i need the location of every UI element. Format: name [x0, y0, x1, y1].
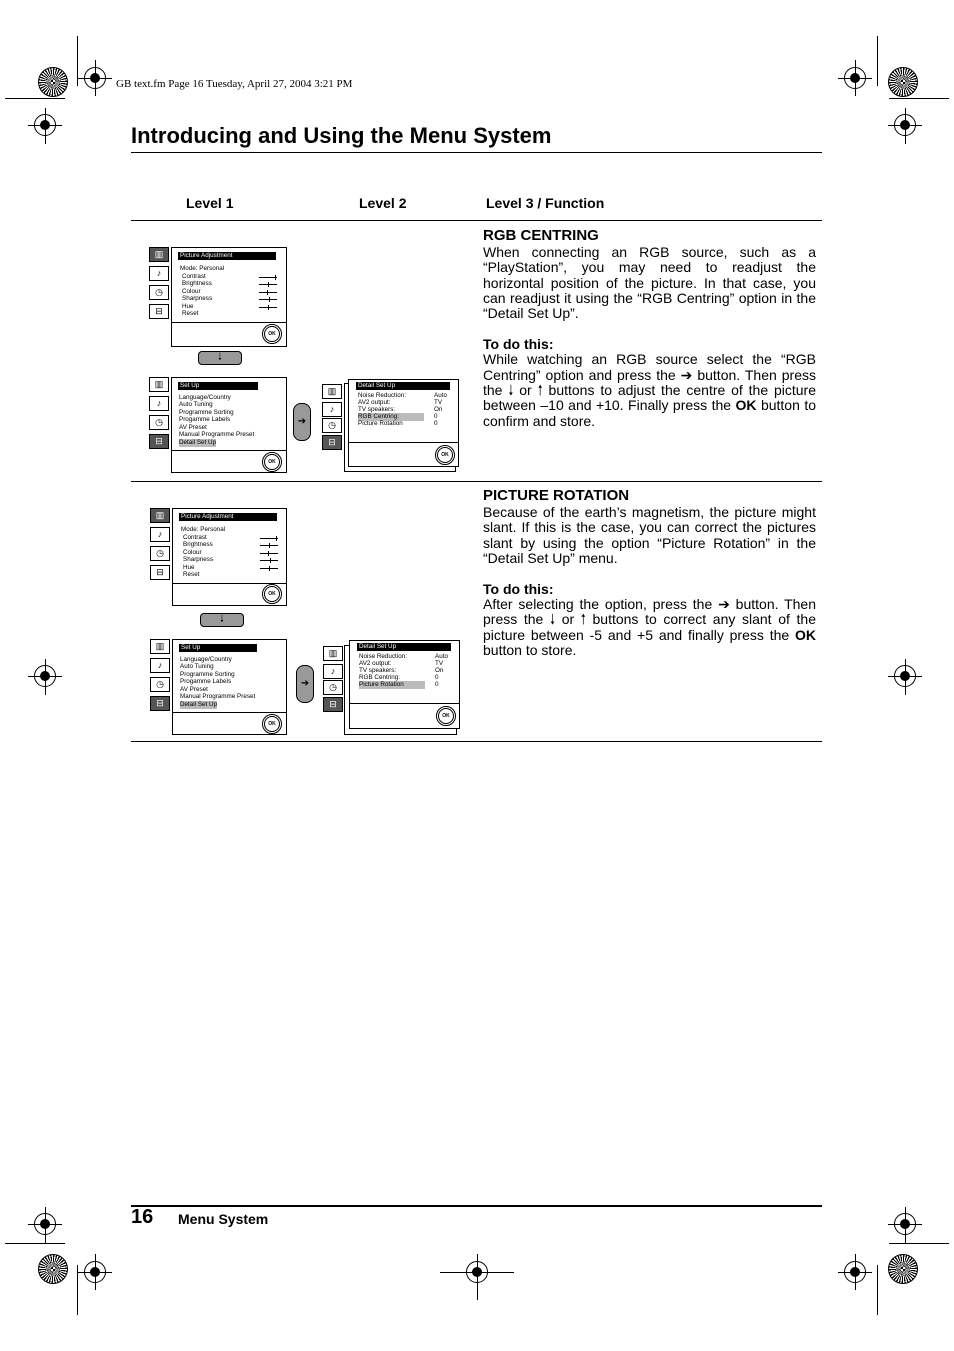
- menu-item: Sharpness: [182, 295, 213, 302]
- screen-title: Detail Set Up: [357, 643, 451, 651]
- menu-item: Hue: [183, 564, 195, 571]
- right-arrow-button: ➔: [293, 403, 311, 441]
- menu-item: Brightness: [183, 541, 213, 548]
- ok-button-icon: OK: [437, 447, 453, 463]
- menu-value: TV: [434, 399, 443, 406]
- menu-item: Progamme Labels: [179, 416, 231, 423]
- slider: [260, 545, 278, 546]
- menu-value: 0: [435, 681, 439, 688]
- timer-icon: ◷: [322, 418, 342, 433]
- column-level1: Level 1: [186, 195, 234, 211]
- down-arrow-button: 🠓: [198, 351, 242, 365]
- menu-item-selected: Detail Set Up: [180, 701, 218, 708]
- table-rule-top: [131, 220, 822, 221]
- menu-value: TV: [435, 660, 444, 667]
- menu-item: Programme Sorting: [179, 409, 234, 416]
- menu-item-selected: RGB Centring:: [358, 413, 424, 421]
- screen-title: Picture Adjustment: [179, 513, 277, 521]
- screen-footer: [349, 442, 458, 443]
- setup-screen: [172, 639, 287, 735]
- slider: [260, 568, 278, 569]
- screen-title: Set Up: [179, 644, 257, 652]
- menu-item: TV speakers:: [358, 406, 396, 413]
- menu-icons: [149, 247, 169, 321]
- menu-value: 0: [434, 413, 438, 420]
- sound-icon: ♪: [149, 266, 169, 281]
- slider: [260, 553, 278, 554]
- picture-icon: ▥: [149, 377, 169, 392]
- mode-label: Mode: Personal: [180, 265, 225, 272]
- sound-icon: ♪: [150, 658, 170, 673]
- menu-item: Programme Sorting: [180, 671, 235, 678]
- menu-value: On: [434, 406, 443, 413]
- menu-item: Noise Reduction:: [358, 392, 406, 399]
- right-arrow-icon: ➔: [680, 366, 693, 383]
- section-picture-rotation: [483, 487, 816, 658]
- section-intro: Because of the earth’s magnetism, the picture might slant. If this is the case, you can correct the pictures slant by using the option “Picture Rotation” in the “Detail Set Up” menu.: [483, 504, 816, 566]
- picture-adjustment-screen: [171, 247, 287, 347]
- section-rgb-centring: [483, 227, 816, 429]
- slider: [259, 292, 277, 293]
- footer-rule: [131, 1205, 822, 1207]
- detail-setup-screen: [349, 640, 460, 729]
- menu-icons: [322, 384, 342, 448]
- screen-footer: [350, 703, 459, 704]
- menu-item: Language/Country: [180, 656, 232, 663]
- menu-item: Auto Tuning: [179, 401, 213, 408]
- detail-setup-screen: [348, 379, 459, 467]
- menu-item: RGB Centring:: [359, 674, 400, 681]
- sound-icon: ♪: [322, 402, 342, 417]
- picture-icon: ▥: [322, 384, 342, 399]
- menu-icons: [323, 646, 343, 710]
- menu-value: 0: [434, 420, 438, 427]
- slider: [259, 277, 277, 278]
- slider: [260, 560, 278, 561]
- right-arrow-icon: ➔: [718, 596, 730, 613]
- timer-icon: ◷: [149, 285, 169, 300]
- screen-footer: [172, 322, 286, 323]
- menu-icons: [150, 639, 170, 713]
- screen-footer: [172, 450, 286, 451]
- menu-item: Noise Reduction:: [359, 653, 407, 660]
- table-rule-bottom: [131, 741, 822, 742]
- timer-icon: ◷: [149, 415, 169, 430]
- menu-item: Language/Country: [179, 394, 231, 401]
- right-arrow-button: ➔: [296, 665, 314, 703]
- todo-text: While watching an RGB source select the “RGB Centring” option and press the ➔ button. Then press the 🠓 or 🠑 buttons to adjust the centre of the picture between –10 and +10. Finally press the OK button to confirm and store.: [483, 351, 817, 429]
- menu-icons: [150, 508, 170, 582]
- up-arrow-icon: 🠑: [537, 382, 543, 399]
- picture-icon: ▥: [323, 646, 343, 661]
- menu-item: Manual Programme Preset: [180, 693, 256, 700]
- menu-item: Reset: [182, 310, 199, 317]
- menu-item: TV speakers:: [359, 667, 397, 674]
- menu-item: Colour: [183, 549, 202, 556]
- menu-item: AV2 output:: [358, 399, 391, 406]
- todo-label: To do this:: [483, 336, 554, 353]
- menu-value: 0: [435, 674, 439, 681]
- menu-item: AV Preset: [179, 424, 207, 431]
- menu-item: Reset: [183, 571, 200, 578]
- setup-icon: ⊟: [149, 304, 169, 319]
- slider: [259, 299, 277, 300]
- picture-icon: ▥: [150, 639, 170, 654]
- section-heading: PICTURE ROTATION: [483, 487, 630, 504]
- table-rule-middle: [131, 481, 822, 482]
- sound-icon: ♪: [149, 396, 169, 411]
- setup-icon: ⊟: [149, 434, 169, 449]
- screen-title: Picture Adjustment: [178, 252, 276, 260]
- section-heading: RGB CENTRING: [483, 227, 599, 244]
- slider: [260, 538, 278, 539]
- menu-item: Contrast: [183, 534, 207, 541]
- menu-item: AV2 output:: [359, 660, 392, 667]
- sound-icon: ♪: [150, 527, 170, 542]
- timer-icon: ◷: [150, 546, 170, 561]
- down-arrow-icon: 🠓: [549, 611, 556, 628]
- picture-adjustment-screen: [172, 508, 287, 606]
- screen-title: Set Up: [178, 382, 258, 390]
- slider: [259, 307, 277, 308]
- menu-item: Sharpness: [183, 556, 214, 563]
- mode-label: Mode: Personal: [181, 526, 226, 533]
- setup-icon: ⊟: [150, 565, 170, 580]
- sound-icon: ♪: [323, 664, 343, 679]
- menu-item: Brightness: [182, 280, 212, 287]
- column-level3: Level 3 / Function: [486, 195, 605, 211]
- menu-value: Auto: [435, 653, 448, 660]
- picture-icon: ▥: [150, 508, 170, 523]
- file-header: GB text.fm Page 16 Tuesday, April 27, 2004 3:21 PM: [116, 78, 353, 90]
- menu-value: Auto: [434, 392, 447, 399]
- setup-icon: ⊟: [323, 697, 343, 712]
- footer-section: Menu System: [178, 1211, 269, 1227]
- up-arrow-icon: 🠑: [580, 611, 586, 628]
- ok-button-icon: OK: [264, 716, 280, 732]
- todo-label: To do this:: [483, 581, 554, 598]
- timer-icon: ◷: [323, 680, 343, 695]
- menu-item-selected: Picture Rotation: [359, 681, 425, 689]
- slider: [259, 284, 277, 285]
- menu-item: AV Preset: [180, 686, 208, 693]
- menu-item: Colour: [182, 288, 201, 295]
- section-intro: When connecting an RGB source, such as a “PlayStation”, you may need to readjust the horizontal position of the picture. In that case, you can readjust it using the “RGB Centring” option in the “Detail Set Up”.: [483, 244, 816, 322]
- ok-button-icon: OK: [438, 708, 454, 724]
- menu-item: Auto Tuning: [180, 663, 214, 670]
- menu-item: Hue: [182, 303, 194, 310]
- setup-screen: [171, 377, 287, 473]
- ok-button-icon: OK: [264, 454, 280, 470]
- column-level2: Level 2: [359, 195, 407, 211]
- page-number: 16: [131, 1206, 154, 1228]
- menu-value: On: [435, 667, 444, 674]
- ok-button-icon: OK: [264, 326, 280, 342]
- screen-title: Detail Set Up: [356, 382, 450, 390]
- menu-item: Contrast: [182, 273, 206, 280]
- menu-item: Progamme Labels: [180, 678, 232, 685]
- picture-icon: ▥: [149, 247, 169, 262]
- ok-button-icon: OK: [264, 586, 280, 602]
- timer-icon: ◷: [150, 677, 170, 692]
- setup-icon: ⊟: [150, 696, 170, 711]
- menu-item: Manual Programme Preset: [179, 431, 255, 438]
- todo-text: After selecting the option, press the ➔ button. Then press the 🠓 or 🠑 buttons to correct any slant of the picture between -5 and +5 and finally press the OK button to store.: [483, 596, 816, 659]
- menu-item-selected: Detail Set Up: [179, 439, 217, 446]
- setup-icon: ⊟: [322, 435, 342, 450]
- page-title: Introducing and Using the Menu System: [131, 123, 552, 148]
- down-arrow-button: 🠓: [200, 613, 244, 627]
- menu-icons: [149, 377, 169, 451]
- down-arrow-icon: 🠓: [508, 382, 514, 399]
- menu-item: Picture Rotation: [358, 420, 403, 427]
- title-rule: [131, 152, 822, 153]
- screen-footer: [173, 712, 286, 713]
